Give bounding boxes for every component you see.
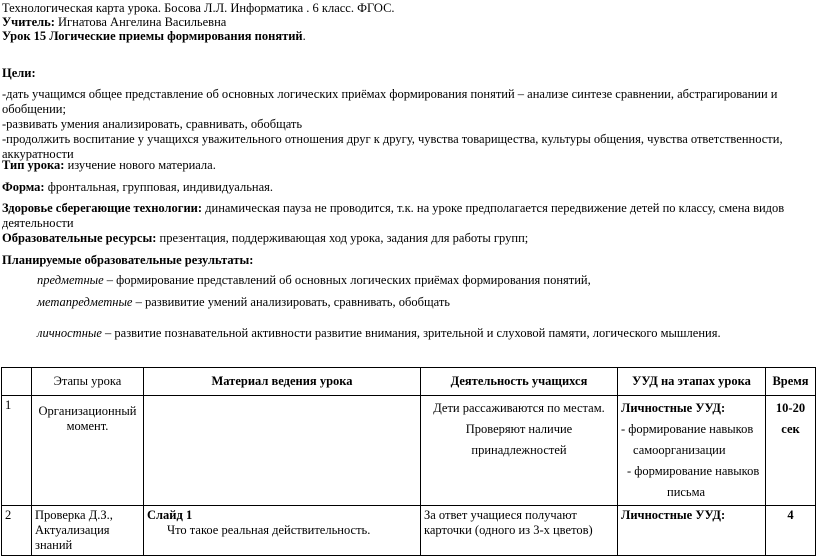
header-uud: УУД на этапах урока [618,368,766,396]
health-line [2,201,802,231]
row-num: 1 [2,396,32,506]
health-label: Здоровье сберегающие технологии: [2,201,203,215]
row-activity: За ответ учащиеся получают карточки (одного из 3-х цветов) [421,506,618,556]
header-activity: Деятельность учащихся [421,368,618,396]
teacher-name: Игнатова Ангелина Васильевна [54,15,227,29]
resources-line [2,231,528,246]
form-line [2,180,273,195]
teacher-line [2,15,226,30]
form-value: фронтальная, групповая, индивидуальная. [44,180,274,194]
header-num [2,368,32,396]
table-row [2,506,816,556]
header-material: Материал ведения урока [144,368,421,396]
row-num: 2 [2,506,32,556]
goal-item: -продолжить воспитание у учащихся уважительного отношения друг к другу, чувства товарищества, культуры общения, чувства ответственности, аккуратности [2,132,783,161]
row-time: 4 [766,506,816,556]
goal-item: -развивать умения анализировать, сравнивать, обобщать [2,117,303,131]
row-material: Слайд 1 Что такое реальная действительность. [144,506,421,556]
lesson-title: Урок 15 Логические приемы формирования понятий [2,29,303,43]
resources-value: презентация, поддерживающая ход урока, задания для работы групп; [156,231,529,245]
row-time: 10-20 сек [766,396,816,506]
teacher-label: Учитель: [2,15,55,29]
header-stage: Этапы урока [32,368,144,396]
form-label: Форма: [2,180,45,194]
health-value: динамическая пауза не проводится, т.к. на уроке предполагается передвижение детей по классу, смена видов деятельности [2,201,785,230]
row-material [144,396,421,506]
row-uud: Личностные УУД: [618,506,766,556]
document-title: Технологическая карта урока. Босова Л.Л. Информатика . 6 класс. ФГОС. [2,1,395,15]
goal-item: -дать учащимся общее представление об основных логических приёмах формирования понятий – анализе синтезе сравнении, абстрагировании и обобщении; [2,87,778,116]
table-row [2,396,816,506]
row-stage: Организационный момент. [32,396,144,506]
lesson-type-value: изучение нового материала. [64,158,216,172]
lesson-title-line: Урок 15 Логические приемы формирования понятий. [2,29,306,43]
results-personal: личностные – развитие познавательной активности развитие внимания, зрительной и слуховой памяти, логического мышления. [37,326,721,340]
table-header-row [2,368,816,396]
goals-label: Цели: [2,66,36,80]
row-stage: Проверка Д.З., Актуализация знаний [32,506,144,556]
header-time: Время [766,368,816,396]
results-label: Планируемые образовательные результаты: [2,253,254,267]
results-meta: метапредметные – развивитие умений анализировать, сравнивать, обобщать [37,295,450,309]
row-activity: Дети рассаживаются по местам. Проверяют наличие принадлежностей [421,396,618,506]
row-uud: Личностные УУД: - формирование навыков самоорганизации - формирование навыков письма [618,396,766,506]
lesson-type-label: Тип урока: [2,158,65,172]
resources-label: Образовательные ресурсы: [2,231,157,245]
lesson-table [1,367,816,556]
results-subject: предметные – формирование представлений об основных логических приёмах формирования понятий, [37,273,591,287]
lesson-type-line [2,158,216,173]
